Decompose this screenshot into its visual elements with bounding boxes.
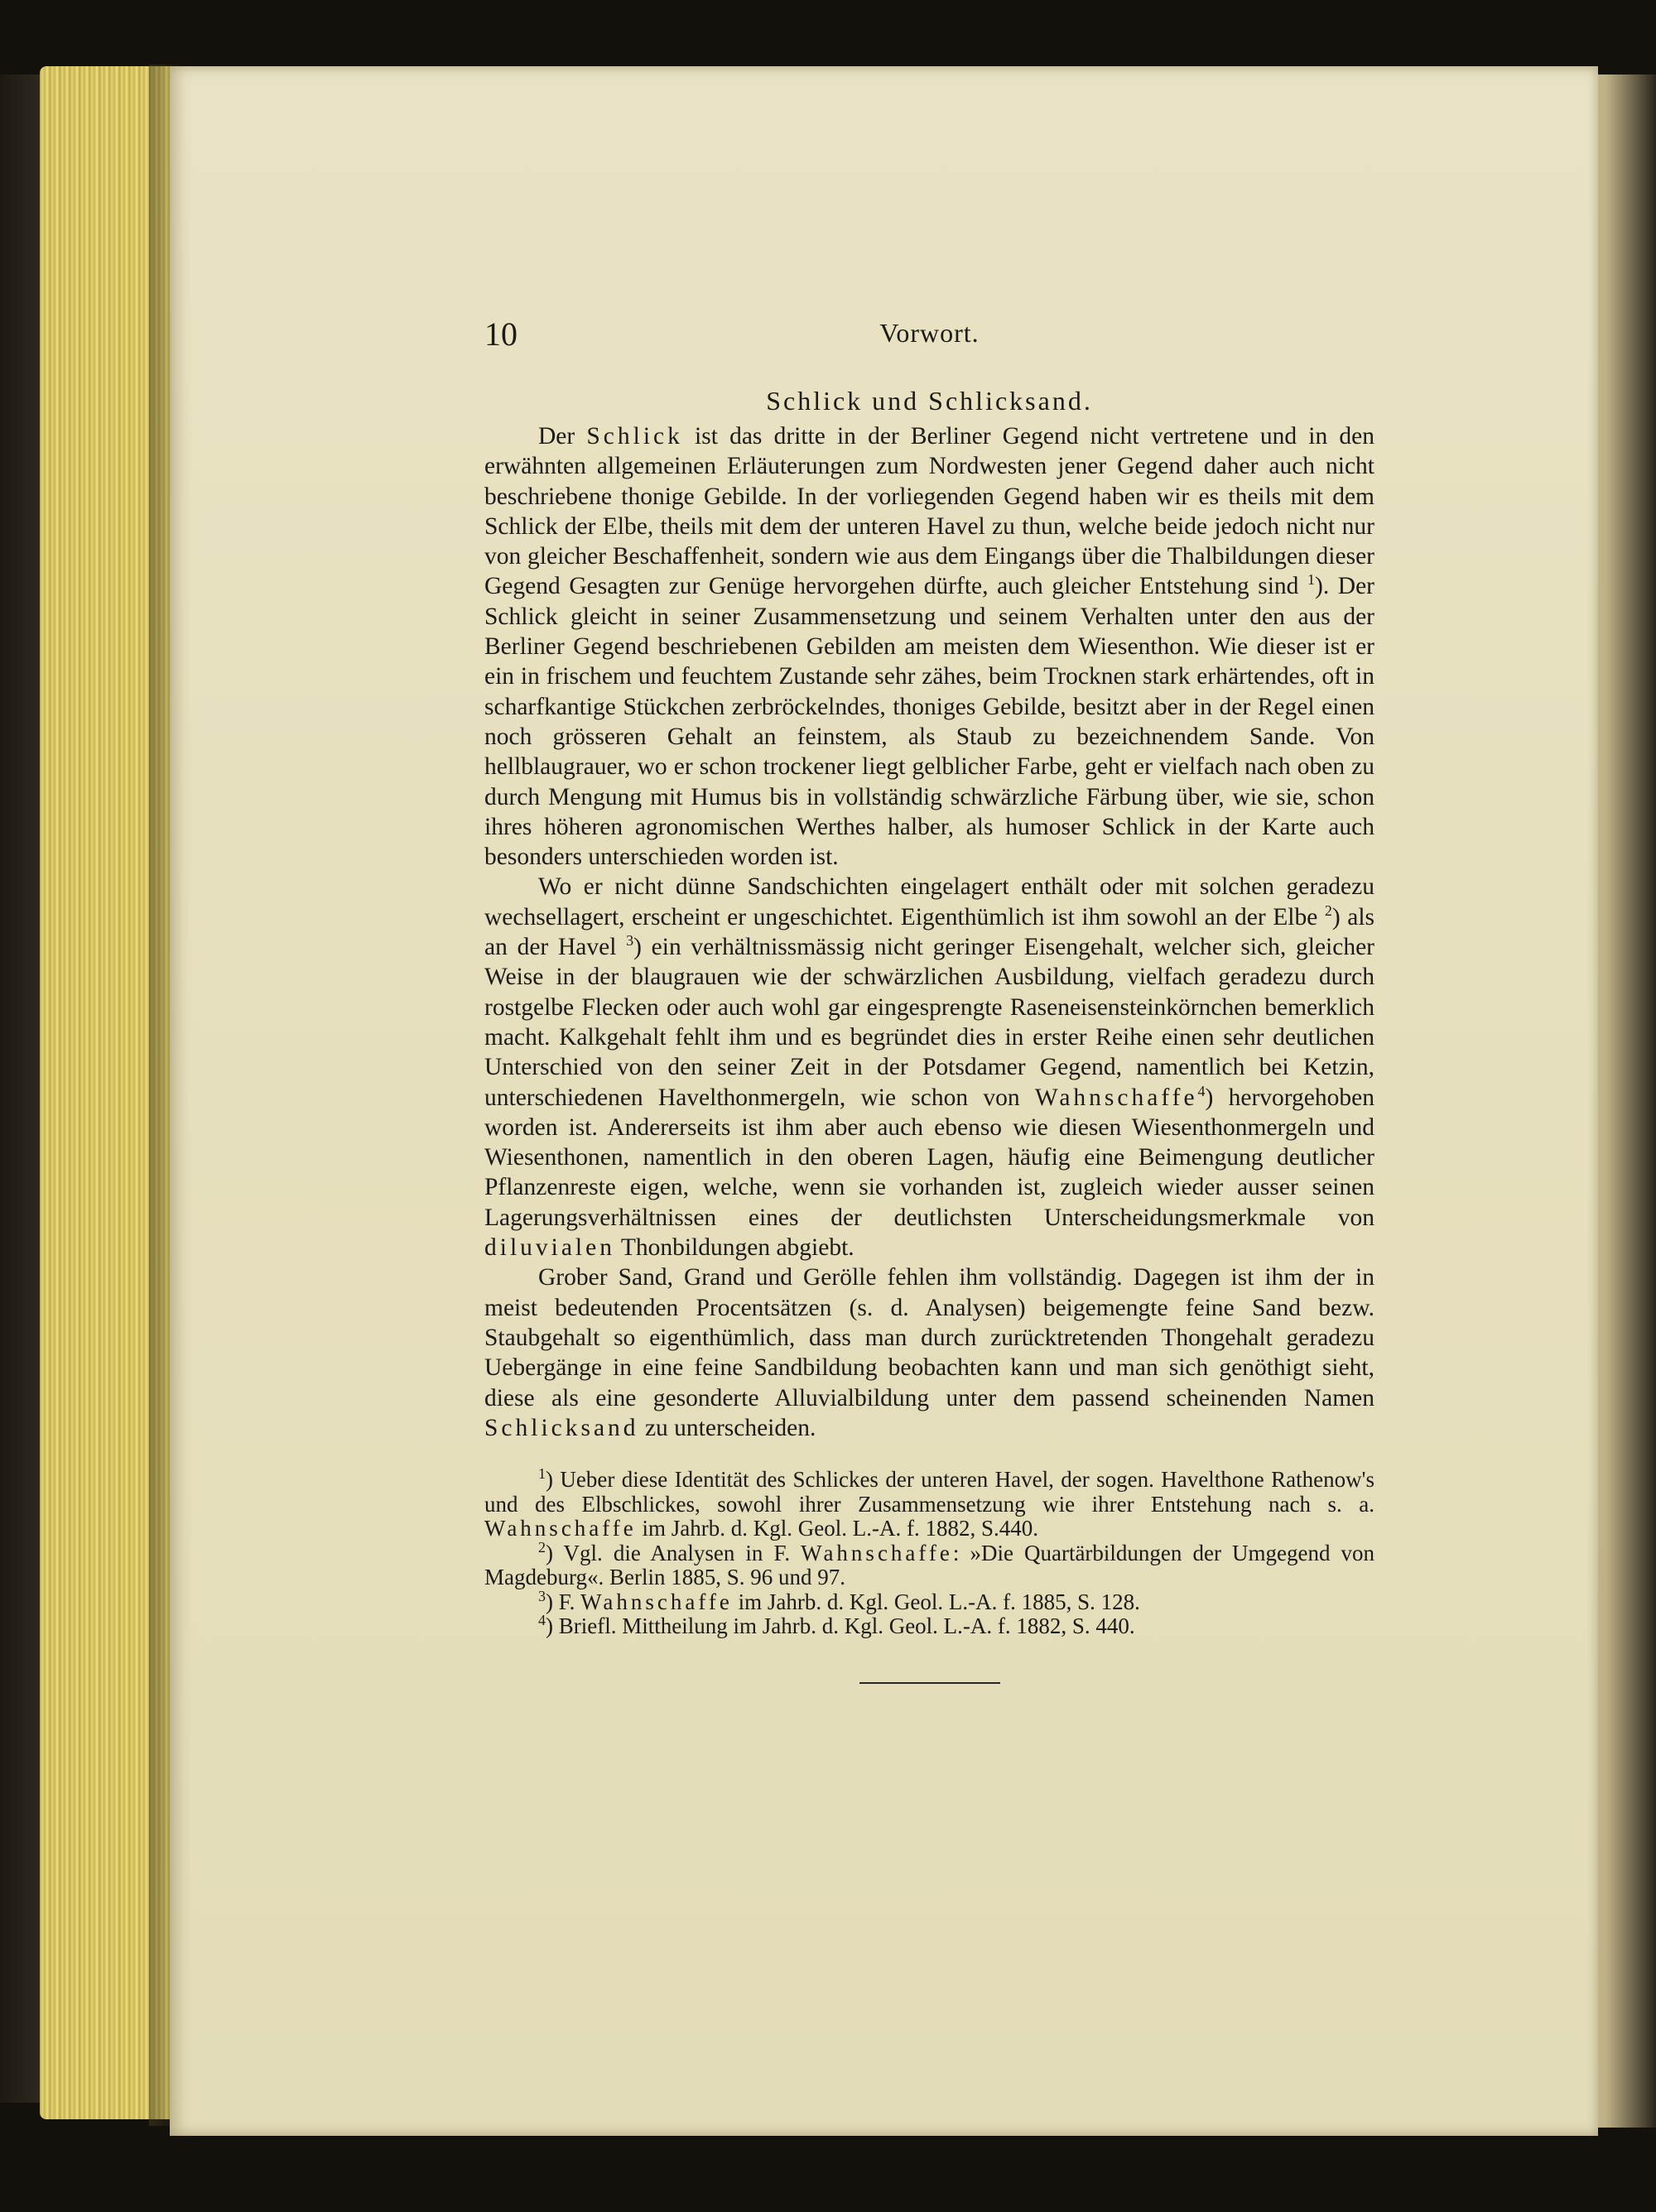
footnote-2: $^2$) Vgl. die Analysen in F. Wahnschaffe: »Die Quartärbildungen der Umgegend von Magdeburg«. Berlin 1885, S. 96 und 97. bbox=[484, 1538, 1374, 1590]
author-name: Wahnschaffe bbox=[580, 1589, 733, 1614]
footnote-marker: 2 bbox=[1324, 902, 1332, 919]
section-title: Schlick und Schlicksand. bbox=[766, 386, 1093, 416]
running-head bbox=[484, 315, 1374, 364]
running-title: Vorwort. bbox=[879, 318, 980, 348]
footnote-marker: 1 bbox=[1307, 571, 1315, 589]
paragraph-1: Der Schlick ist das dritte in der Berliner Gegend nicht vertretene und in den erwähnten allgemeinen Erläuterungen zum Nordwesten jener Gegend daher auch nicht beschriebene thonige Gebilde. In der vorliegenden Gegend haben wir es theils mit dem Schlick der Elbe, theils mit dem der unteren Havel zu thun, welche beide jedoch nicht nur von gleicher Beschaffenheit, sondern wie aus dem Eingangs über die Thalbildungen dieser Gegend Gesagten zur Genüge hervorgehen dürfte, auch gleicher Entstehung sind $^1$). Der Schlick gleicht in seiner Zusammensetzung und seinem Verhalten unter den aus der Berliner Gegend beschriebenen Gebilden am meisten dem Wiesenthon. Wie dieser ist er ein in frischem und feuchtem Zustande sehr zähes, beim Trocknen stark erhärtendes, oft in scharfkantige Stückchen zerbröckelndes, thoniges Gebilde, besitzt aber in der Regel einen noch grösseren Gehalt an feinstem, als Staub zu bezeichnendem Sande. Von hellblaugrauer, wo er schon trockener liegt gelblicher Farbe, geht er vielfach nach oben zu durch Mengung mit Humus bis in vollständig schwärzliche Färbung über, wie sie, schon ihres höheren agronomischen Werthes halber, als humoser Schlick in der Karte auch besonders unterschieden worden ist. bbox=[484, 423, 1374, 871]
author-name: Wahnschaffe bbox=[484, 1516, 637, 1541]
footnote-4: $^4$) Briefl. Mittheilung im Jahrb. d. Kgl. Geol. L.-A. f. 1882, S. 440. bbox=[538, 1612, 1135, 1639]
emphasis-term: Schlicksand bbox=[484, 1414, 639, 1441]
end-rule bbox=[859, 1682, 1000, 1684]
author-name: Wahnschaffe bbox=[1034, 1084, 1198, 1111]
text-block bbox=[484, 315, 1374, 1684]
footnotes bbox=[484, 1465, 1374, 1639]
footnote-marker: 3 bbox=[626, 932, 634, 950]
emphasis-term: Schlick bbox=[586, 423, 683, 450]
paragraph-2: Wo er nicht dünne Sandschichten eingelagert enthält oder mit solchen geradezu wechsellagert, erscheint er ungeschichtet. Eigenthümlich ist ihm sowohl an der Elbe $^2$) als an der Havel $^3$) ein verhältnissmässig nicht geringer Eisengehalt, welcher sich, gleicher Weise in der blaugrauen wie der schwärzlichen Ausbildung, vielfach geradezu durch rostgelbe Flecken oder auch wohl gar eingesprengte Raseneisensteinkörnchen bemerklich macht. Kalkgehalt fehlt ihm und es begründet dies in erster Reihe einen sehr deutlichen Unterschied von den seiner Zeit in der Potsdamer Gegend, namentlich bei Ketzin, unterschiedenen Havelthonmergeln, wie schon von Wahnschaffe$^4$) hervorgehoben worden ist. Andererseits ist ihm aber auch ebenso wie diesen Wiesenthonmergeln und Wiesenthonen, namentlich in den oberen Lagen, häufig eine Beimengung deutlicher Pflanzenreste eigen, welche, wenn sie vorhanden ist, zugleich wieder ausser seinen Lagerungsverhältnissen eines der deutlichsten Unterscheidungsmerkmale von diluvialen Thonbildungen abgiebt. bbox=[484, 873, 1374, 1262]
emphasis-term: diluvialen bbox=[484, 1234, 615, 1262]
paragraph-3: Grober Sand, Grand und Gerölle fehlen ihm vollständig. Dagegen ist ihm der in meist bedeutenden Procentsätzen (s. d. Analysen) beigemengte feine Sand bezw. Staubgehalt so eigenthümlich, dass man durch zurücktretenden Thongehalt geradezu Uebergänge in eine feine Sandbildung beobachten kann und man sich genöthigt sieht, diese als eine gesonderte Alluvialbildung unter dem passend scheinenden Namen Schlicksand zu unterscheiden. bbox=[484, 1264, 1374, 1441]
footnote-1: $^1$) Ueber diese Identität des Schlickes der unteren Havel, der sogen. Havelthone Rathenow's und des Elbschlickes, sowohl ihrer Zusammensetzung wie ihrer Entstehung nach s. a. Wahnschaffe im Jahrb. d. Kgl. Geol. L.-A. f. 1882, S.440. bbox=[484, 1465, 1374, 1541]
author-name: Wahnschaffe bbox=[801, 1540, 953, 1565]
footnote-3: $^3$) F. Wahnschaffe im Jahrb. d. Kgl. Geol. L.-A. f. 1885, S. 128. bbox=[538, 1587, 1140, 1614]
page-number: 10 bbox=[484, 315, 518, 353]
footnote-marker: 4 bbox=[1197, 1082, 1206, 1099]
